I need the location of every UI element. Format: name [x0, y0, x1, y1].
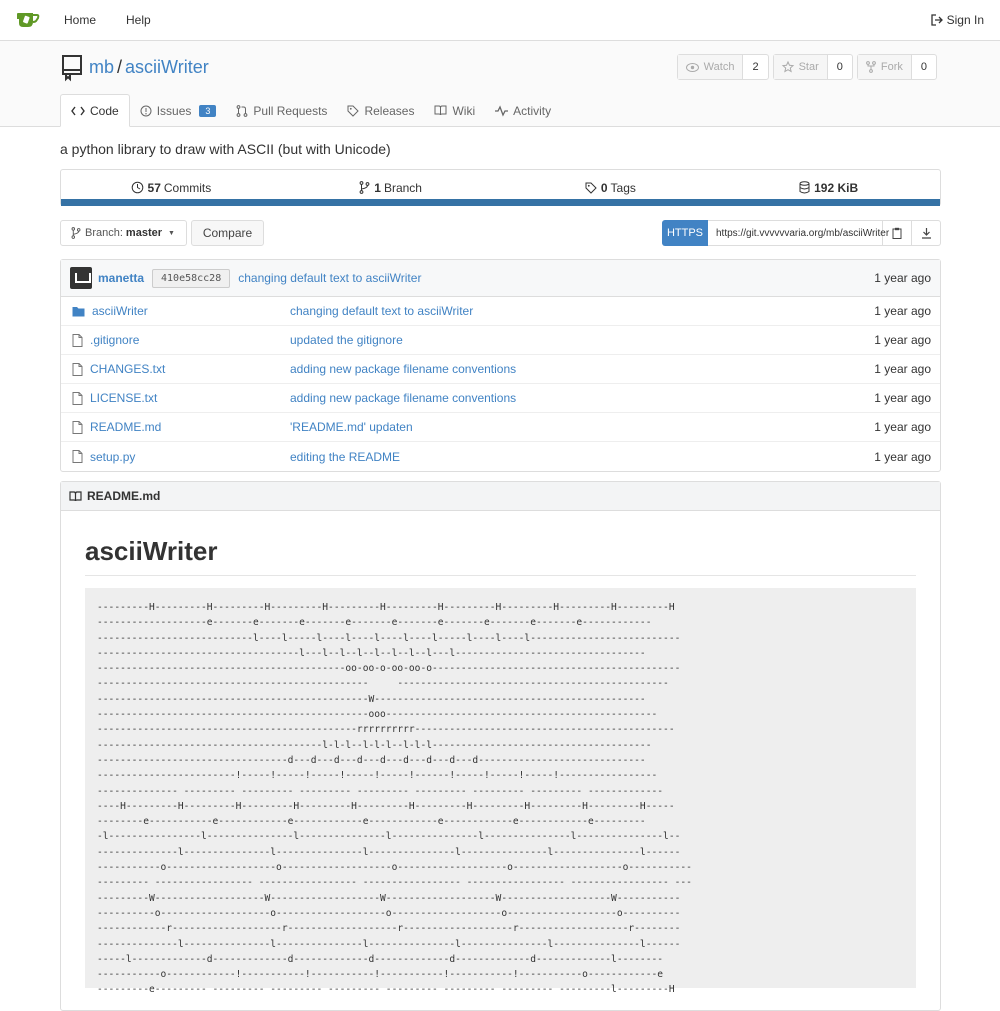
code-icon	[71, 106, 85, 116]
branch-count: 1	[374, 180, 381, 195]
readme-panel	[60, 481, 941, 1011]
file-name: CHANGES.txt	[90, 362, 166, 376]
file-icon	[72, 392, 83, 405]
file-name-link[interactable]	[72, 420, 290, 434]
watch-button-group	[677, 54, 769, 80]
fork-icon	[866, 61, 876, 73]
file-age: 1 year ago	[874, 449, 931, 464]
file-row[interactable]	[61, 384, 940, 413]
file-name: README.md	[90, 420, 162, 434]
file-name-link[interactable]	[72, 333, 290, 347]
readme-filename: README.md	[87, 489, 161, 503]
compare-button[interactable]: Compare	[191, 220, 264, 246]
download-button[interactable]	[912, 220, 941, 246]
tab-issues[interactable]	[130, 94, 227, 127]
fork-button[interactable]	[858, 55, 912, 79]
top-navbar	[0, 0, 1000, 41]
repo-stats	[60, 169, 941, 206]
file-row[interactable]	[61, 297, 940, 326]
tab-pull-requests[interactable]	[226, 94, 337, 127]
file-commit-link[interactable]: adding new package filename conventions	[290, 391, 517, 405]
file-commit-link[interactable]: changing default text to asciiWriter	[290, 304, 474, 318]
repo-separator: /	[117, 56, 123, 77]
repo-header	[0, 41, 1000, 127]
issues-count-badge: 3	[199, 105, 216, 117]
copy-url-button[interactable]	[883, 220, 912, 246]
repo-description: a python library to draw with ASCII (but with Unicode)	[60, 141, 391, 157]
star-label: Star	[798, 61, 819, 73]
branch-icon	[359, 181, 370, 194]
file-icon	[72, 450, 83, 463]
file-name-link[interactable]	[72, 450, 290, 464]
tag-icon	[347, 105, 359, 117]
file-row[interactable]	[61, 442, 940, 471]
fork-count[interactable]: 0	[920, 61, 927, 73]
commits-label: Commits	[163, 180, 212, 195]
tab-label: Pull Requests	[253, 103, 328, 118]
latest-commit-row	[61, 260, 940, 297]
commit-sha-button[interactable]: 410e58cc28	[152, 269, 230, 288]
sign-in-icon	[931, 14, 943, 26]
ascii-art: ---------H---------H---------H---------H---------H---------H---------H---------H---------H---------H -------------------e-------e-------e-------e-------e-------e-------e-------e-------e------------ ---------------------------l----l-----l----l----l----l----l-----l----l----l-------------------------- -----------------------------------l---l--l--l--l--l--l--l---l--------------------------------- -------------------------------------------oo-oo-o-oo-oo-o------------------------------------------- ----------------------------------------------- ----------------------------------------------- -----------------------------------------------W----------------------------------------------- -----------------------------------------------ooo----------------------------------------------- ---------------------------------------------rrrrrrrrrr--------------------------------------------- ---------------------------------------l-l-l--l-l-l--l-l-l-------------------------------------- ---------------------------------d---d---d---d---d---d---d---d---d----------------------------- ------------------------!-----!-----!-----!-----!-----!------!-----!-----!-----!----------------- -------------- --------- --------- --------- --------- --------- --------- --------- ------------- ----H---------H---------H---------H---------H---------H---------H---------H---------H---------H----- --------e-----------e------------e------------e------------e------------e------------e--------- -l----------------l---------------l---------------l---------------l---------------l---------------l-- --------------l---------------l---------------l---------------l---------------l---------------l------ -----------o-------------------o-------------------o-------------------o-------------------o----------- --------- ----------------- ----------------- ----------------- ----------------- ----------------- --- ---------W-------------------W-------------------W-------------------W-------------------W----------- ----------o-------------------o-------------------o-------------------o-------------------o---------- ------------r-------------------r-------------------r-------------------r-------------------r-------- --------------l---------------l---------------l---------------l---------------l---------------l------ -----l-------------d-------------d-------------d-------------d-------------d-------------l-------- -----------o------------!-----------!-----------!-----------!-----------!-----------o------------e ---------e--------- --------- --------- --------- --------- --------- --------- ---------l---------H	[97, 602, 692, 996]
file-age: 1 year ago	[874, 362, 931, 376]
star-icon	[782, 61, 794, 73]
issue-icon	[140, 105, 152, 117]
clone-panel	[662, 220, 941, 246]
tab-releases[interactable]	[337, 94, 424, 127]
watch-label: Watch	[703, 61, 735, 73]
tab-label: Releases	[364, 103, 415, 118]
file-age: 1 year ago	[874, 304, 931, 318]
commit-message-link[interactable]: changing default text to asciiWriter	[238, 271, 422, 285]
file-name: .gitignore	[90, 333, 140, 347]
watch-count[interactable]: 2	[752, 61, 759, 73]
https-button[interactable]: HTTPS	[662, 220, 708, 246]
book-icon	[434, 105, 447, 116]
code-block	[85, 588, 916, 996]
star-count[interactable]: 0	[836, 61, 843, 73]
sign-in-link[interactable]	[931, 13, 984, 27]
file-age: 1 year ago	[874, 333, 931, 347]
nav-help-link[interactable]: Help	[126, 13, 151, 27]
caret-down-icon: ▼	[168, 229, 175, 237]
book-icon	[69, 491, 82, 502]
repo-size: 192 KiB	[814, 180, 859, 195]
tab-label: Code	[90, 103, 119, 118]
file-age: 1 year ago	[874, 391, 931, 405]
file-name-link[interactable]	[72, 391, 290, 405]
clone-url-input[interactable]: https://git.vvvvvvaria.org/mb/asciiWriter	[708, 220, 883, 246]
repo-owner-link[interactable]: mb	[89, 56, 115, 77]
file-commit-link[interactable]: updated the gitignore	[290, 333, 403, 347]
file-icon	[72, 363, 83, 376]
pulse-icon	[495, 106, 508, 116]
sign-in-label: Sign In	[946, 13, 984, 27]
history-icon	[131, 181, 144, 194]
file-commit-link[interactable]: editing the README	[290, 449, 401, 464]
branch-label: Branch	[383, 180, 422, 195]
file-icon	[72, 334, 83, 347]
avatar[interactable]	[70, 267, 92, 289]
repo-tabs	[60, 94, 561, 127]
readme-header	[61, 482, 940, 511]
branch-name: master	[125, 227, 162, 239]
branch-icon	[71, 227, 81, 239]
tags-label: Tags	[610, 180, 636, 195]
file-icon	[72, 421, 83, 434]
eye-icon	[686, 63, 699, 72]
file-commit-link[interactable]: 'README.md' updaten	[290, 420, 413, 434]
fork-label: Fork	[880, 61, 903, 73]
repo-title	[61, 54, 209, 80]
nav-home-link[interactable]: Home	[64, 13, 97, 27]
file-name-link[interactable]	[72, 304, 290, 318]
commit-author-link[interactable]: manetta	[98, 271, 145, 285]
repo-name-link[interactable]: asciiWriter	[125, 56, 209, 77]
star-button[interactable]	[774, 55, 828, 79]
tab-activity[interactable]	[485, 94, 561, 127]
repo-action-buttons	[673, 54, 937, 80]
tab-code[interactable]	[60, 94, 130, 127]
file-row[interactable]	[61, 326, 940, 355]
file-name-link[interactable]	[72, 362, 290, 376]
language-bar	[61, 199, 940, 206]
star-button-group	[773, 54, 853, 80]
pull-request-icon	[236, 105, 248, 117]
clipboard-icon	[892, 227, 902, 239]
tag-icon	[585, 182, 597, 194]
branch-prefix: Branch:	[85, 227, 123, 239]
branch-toolbar	[60, 220, 941, 246]
commits-count: 57	[147, 180, 161, 195]
readme-title: asciiWriter	[85, 536, 916, 576]
branch-dropdown[interactable]	[60, 220, 187, 246]
folder-icon	[72, 306, 85, 317]
tab-label: Issues	[156, 103, 192, 118]
fork-button-group	[857, 54, 937, 80]
file-name: asciiWriter	[92, 304, 148, 318]
file-table	[60, 259, 941, 472]
tab-label: Activity	[513, 103, 552, 118]
file-row[interactable]	[61, 413, 940, 442]
download-icon	[921, 227, 932, 239]
file-name: setup.py	[90, 449, 136, 464]
watch-button[interactable]	[678, 55, 744, 79]
tab-wiki[interactable]	[424, 94, 485, 127]
file-name: LICENSE.txt	[90, 391, 158, 405]
gitea-logo-icon[interactable]	[16, 10, 40, 30]
database-icon	[799, 181, 810, 194]
file-age: 1 year ago	[874, 420, 931, 434]
tab-label: Wiki	[452, 103, 476, 118]
file-row[interactable]	[61, 355, 940, 384]
commit-age: 1 year ago	[874, 271, 931, 285]
repo-icon	[61, 54, 83, 80]
tags-count: 0	[600, 180, 608, 195]
file-commit-link[interactable]: adding new package filename conventions	[290, 362, 517, 376]
